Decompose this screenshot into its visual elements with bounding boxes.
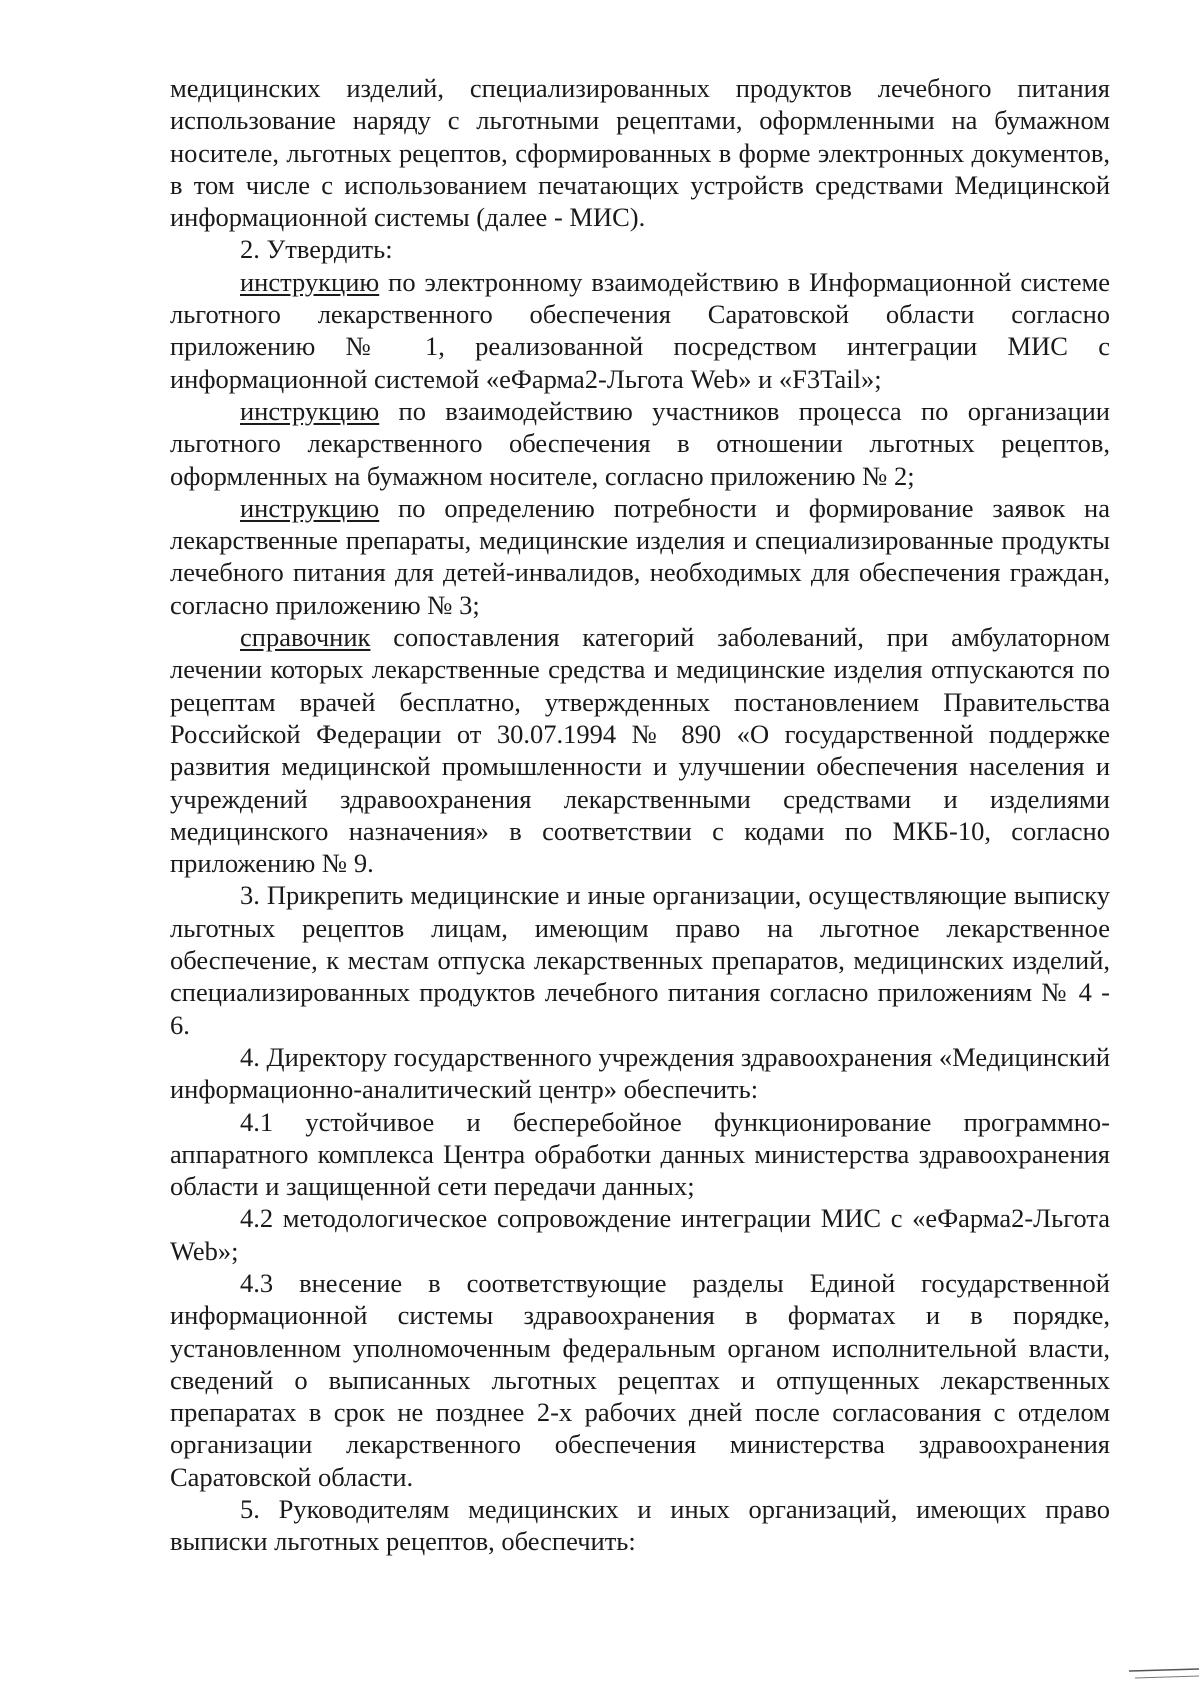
item-2-entry-3 [170,492,1110,621]
entry-keyword: справочник [240,622,371,653]
item-4-2-paragraph: 4.2 методологическое сопровождение интеграции МИС с «еФарма2-Льгота Web»; [170,1203,1110,1266]
item-5-paragraph: 5. Руководителям медицинских и иных организаций, имеющих право выписки льготных рецептов, обеспечить: [170,1494,1110,1557]
scan-edge-mark [1125,1667,1200,1681]
item-2-entry-4 [170,621,1110,879]
entry-keyword: инструкцию [240,395,380,426]
continuation-paragraph: медицинских изделий, специализированных продуктов лечебного питания использование наряду с льготными рецептами, оформленными на бумажном носителе, льготных рецептов, сформированных в форме электронных документов, в том числе с использованием печатающих устройств средствами Медицинской информационной системы (далее - МИС). [170,73,1110,233]
item-3-paragraph: 3. Прикрепить медицинские и иные организации, осуществляющие выписку льготных рецептов лицам, имеющим право на льготное лекарственное обеспечение, к местам отпуска лекарственных препаратов, медицинских изделий, специализированных продуктов лечебного питания согласно приложениям № 4 - 6. [170,880,1110,1040]
item-2-entry-2 [170,395,1110,492]
item-4-3-paragraph: 4.3 внесение в соответствующие разделы Единой государственной информационной системы здравоохранения в форматах и в порядке, установленном уполномоченным федеральным органом исполнительной власти, сведений о выписанных льготных рецептах и отпущенных лекарственных препаратах в срок не позднее 2-х рабочих дней после согласования с отделом организации лекарственного обеспечения министерства здравоохранения Саратовской области. [170,1267,1110,1492]
entry-keyword: инструкцию [240,492,380,523]
item-2-heading: 2. Утвердить: [240,234,393,265]
entry-text: по взаимодействию участников процесса по организации льготного лекарственного обеспечения в отношении льготных рецептов, оформленных на бумажном носителе, согласно приложению № 2; [170,395,1110,491]
item-4-1-paragraph: 4.1 устойчивое и бесперебойное функционирование программно-аппаратного комплекса Центра обработки данных министерства здравоохранения области и защищенной сети передачи данных; [170,1106,1110,1202]
item-2-entry-1 [170,266,1110,395]
entry-text: сопоставления категорий заболеваний, при амбулаторном лечении которых лекарственные средства и медицинские изделия отпускаются по рецептам врачей бесплатно, утвержденных постановлением Правительства Российской Федерации от 30.07.1994 № 890 «О государственной поддержке развития медицинской промышленности и улучшении обеспечения населения и учреждений здравоохранения лекарственными средствами и изделиями медицинского назначения» в соответствии с кодами по МКБ-10, согласно приложению № 9. [170,622,1110,879]
entry-keyword: инструкцию [240,266,380,297]
document-page [170,72,1110,1558]
item-4-heading: 4. Директору государственного учреждения здравоохранения «Медицинский информационно-аналитический центр» обеспечить: [170,1041,1110,1105]
entry-text: по определению потребности и формирование заявок на лекарственные препараты, медицинские изделия и специализированные продукты лечебного питания для детей-инвалидов, необходимых для обеспечения граждан, согласно приложению № 3; [170,492,1110,620]
entry-text: по электронному взаимодействию в Информационной системе льготного лекарственного обеспечения Саратовской области согласно приложению № 1, реализованной посредством интеграции МИС с информационной системой «еФарма2-Льгота Web» и «F3Tail»; [170,266,1110,394]
